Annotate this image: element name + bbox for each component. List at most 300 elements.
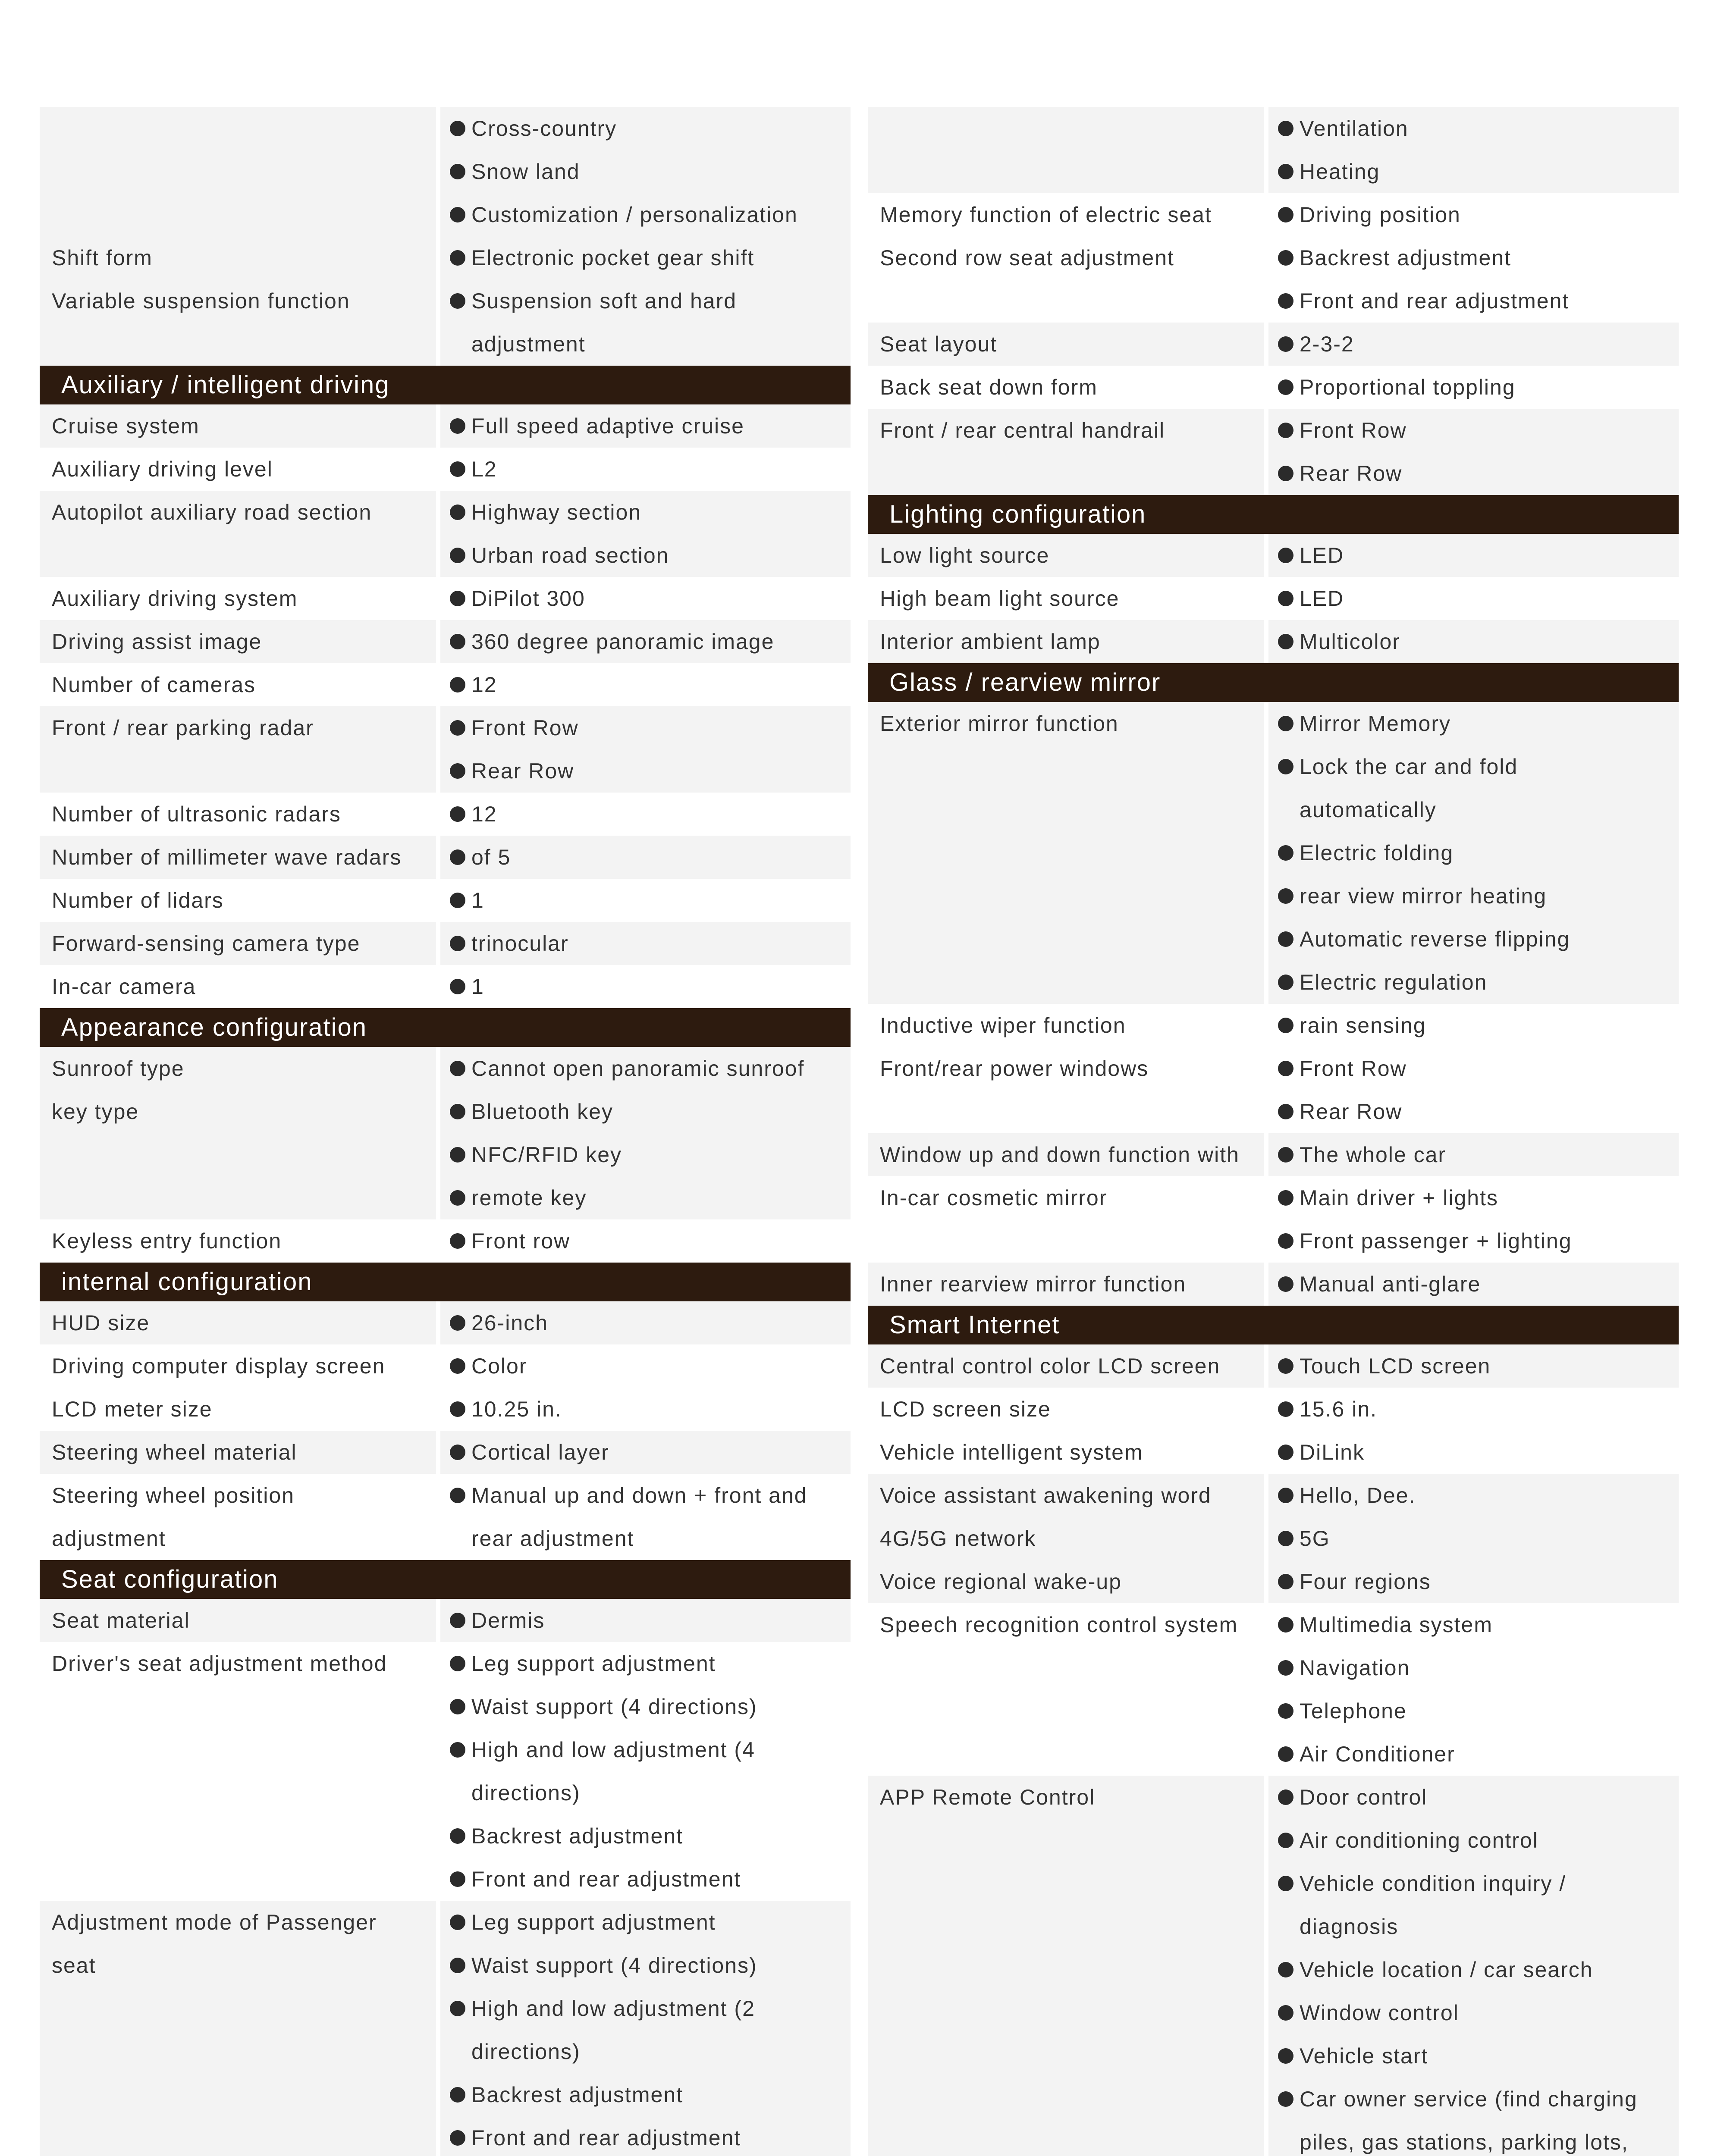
spec-label	[40, 1301, 436, 1344]
spec-values	[1268, 1344, 1679, 1388]
spec-label-line: Voice regional wake-up	[880, 1570, 1122, 1594]
spec-value-continuation	[450, 1517, 851, 1560]
spec-label-line: Number of cameras	[52, 673, 256, 697]
spec-label	[40, 193, 436, 236]
spec-value-text: Cannot open panoramic sunroof	[471, 1056, 805, 1081]
spec-row	[868, 702, 1679, 1004]
bullet-icon	[450, 1958, 465, 1973]
spec-label-line: Second row seat adjustment	[880, 246, 1174, 270]
spec-value-text: directions)	[471, 2040, 581, 2064]
spec-values	[440, 1219, 851, 1263]
spec-value-text: Rear Row	[1300, 461, 1403, 486]
spec-value-text: Front passenger + lighting	[1300, 1229, 1572, 1253]
spec-label	[868, 1004, 1264, 1047]
spec-label	[40, 1599, 436, 1642]
spec-value	[1278, 1090, 1679, 1133]
spec-label-line: LCD screen size	[880, 1397, 1051, 1421]
spec-value	[1278, 2078, 1679, 2121]
spec-label-line: adjustment	[52, 1526, 166, 1551]
spec-value	[1278, 2034, 1679, 2078]
spec-values	[440, 1901, 851, 2156]
spec-value-text: Full speed adaptive cruise	[471, 414, 744, 438]
spec-label-line: Front/rear power windows	[880, 1056, 1149, 1081]
spec-value-text: Highway section	[471, 500, 642, 524]
spec-value-text: High and low adjustment (4	[471, 1738, 755, 1762]
bullet-icon	[1278, 250, 1293, 266]
spec-label	[40, 1219, 436, 1263]
spec-label-line: LCD meter size	[52, 1397, 213, 1421]
spec-value	[1278, 409, 1679, 452]
spec-row	[40, 879, 851, 922]
spec-value-text: Navigation	[1300, 1656, 1410, 1680]
spec-values	[1268, 577, 1679, 620]
spec-values	[1268, 1560, 1679, 1603]
spec-label-line: Keyless entry function	[52, 1229, 282, 1253]
spec-row	[868, 323, 1679, 366]
spec-row	[40, 706, 851, 793]
spec-row	[868, 1776, 1679, 2156]
spec-values	[1268, 1603, 1679, 1776]
spec-value-text: 1	[471, 888, 484, 912]
bullet-icon	[450, 505, 465, 520]
spec-values	[1268, 1176, 1679, 1263]
spec-values	[1268, 702, 1679, 1004]
spec-value	[450, 491, 851, 534]
bullet-icon	[450, 293, 465, 309]
bullet-icon	[1278, 1746, 1293, 1762]
spec-value	[450, 922, 851, 965]
spec-value	[450, 193, 851, 236]
spec-values	[440, 577, 851, 620]
spec-values	[1268, 1047, 1679, 1133]
bullet-icon	[1278, 2091, 1293, 2107]
spec-value	[450, 1987, 851, 2030]
spec-label-line: Interior ambient lamp	[880, 630, 1101, 654]
spec-value	[450, 107, 851, 150]
spec-label	[40, 620, 436, 663]
bullet-icon	[450, 1445, 465, 1460]
spec-value-text: Main driver + lights	[1300, 1186, 1498, 1210]
spec-label	[868, 366, 1264, 409]
spec-row	[40, 620, 851, 663]
bullet-icon	[450, 1190, 465, 1206]
spec-row	[40, 1642, 851, 1901]
spec-value	[450, 1344, 851, 1388]
bullet-icon	[1278, 1104, 1293, 1119]
bullet-icon	[1278, 466, 1293, 481]
spec-values	[440, 922, 851, 965]
spec-value-text: piles, gas stations, parking lots,	[1300, 2130, 1629, 2154]
bullet-icon	[1278, 1531, 1293, 1546]
bullet-icon	[1278, 888, 1293, 904]
bullet-icon	[1278, 164, 1293, 179]
spec-label	[40, 1047, 436, 1090]
spec-label-line: Inductive wiper function	[880, 1013, 1126, 1037]
spec-label	[40, 577, 436, 620]
spec-value	[450, 749, 851, 793]
bullet-icon	[450, 1358, 465, 1374]
spec-label	[40, 1431, 436, 1474]
spec-value-text: Front Row	[471, 716, 579, 740]
spec-value	[1278, 1862, 1679, 1905]
spec-value-text: 360 degree panoramic image	[471, 630, 775, 654]
bullet-icon	[1278, 1488, 1293, 1503]
spec-label	[868, 702, 1264, 1004]
spec-value	[450, 836, 851, 879]
spec-values	[440, 793, 851, 836]
spec-label	[40, 448, 436, 491]
spec-label	[868, 577, 1264, 620]
spec-values	[440, 1388, 851, 1431]
bullet-icon	[450, 1315, 465, 1331]
spec-label-line: Number of millimeter wave radars	[52, 845, 402, 869]
spec-value-text: Vehicle condition inquiry /	[1300, 1871, 1567, 1896]
spec-label-line: Auxiliary driving system	[52, 586, 298, 611]
spec-value-text: Rear Row	[471, 759, 575, 783]
spec-row	[40, 1090, 851, 1219]
spec-value	[450, 577, 851, 620]
spec-value-text: Backrest adjustment	[471, 2083, 683, 2107]
spec-value-text: 10.25 in.	[471, 1397, 562, 1421]
spec-row	[40, 1301, 851, 1344]
spec-label	[40, 793, 436, 836]
spec-row	[868, 107, 1679, 193]
spec-value-text: Cross-country	[471, 116, 617, 141]
bullet-icon	[1278, 759, 1293, 774]
spec-label	[40, 1344, 436, 1388]
spec-value	[450, 1858, 851, 1901]
bullet-icon	[450, 164, 465, 179]
spec-value	[450, 1047, 851, 1090]
bullet-icon	[450, 979, 465, 994]
spec-value-text: rear adjustment	[471, 1526, 634, 1551]
spec-value-text: 2-3-2	[1300, 332, 1354, 356]
spec-row	[40, 793, 851, 836]
bullet-icon	[1278, 1660, 1293, 1676]
spec-value-text: 12	[471, 673, 497, 697]
spec-row	[40, 279, 851, 366]
spec-value-text: Door control	[1300, 1785, 1428, 1809]
bullet-icon	[1278, 1276, 1293, 1292]
spec-value-text: Telephone	[1300, 1699, 1407, 1723]
bullet-icon	[450, 677, 465, 693]
bullet-icon	[450, 1871, 465, 1887]
spec-value-text: Manual anti-glare	[1300, 1272, 1481, 1296]
spec-row	[40, 1431, 851, 1474]
spec-row	[40, 491, 851, 577]
spec-value	[1278, 1733, 1679, 1776]
spec-label-line: Auxiliary driving level	[52, 457, 273, 481]
spec-value	[1278, 193, 1679, 236]
spec-values	[1268, 1474, 1679, 1517]
bullet-icon	[1278, 379, 1293, 395]
spec-value-text: rain sensing	[1300, 1013, 1426, 1037]
bullet-icon	[450, 1915, 465, 1930]
spec-label	[868, 1176, 1264, 1263]
spec-value	[450, 1599, 851, 1642]
spec-value-text: Urban road section	[471, 543, 669, 567]
bullet-icon	[1278, 2005, 1293, 2021]
spec-value-text: rear view mirror heating	[1300, 884, 1547, 908]
spec-label-line: Speech recognition control system	[880, 1613, 1238, 1637]
spec-value-text: Snow land	[471, 160, 580, 184]
spec-label-line: Inner rearview mirror function	[880, 1272, 1187, 1296]
spec-value	[450, 965, 851, 1008]
spec-value-text: Touch LCD screen	[1300, 1354, 1491, 1378]
spec-label	[40, 1642, 436, 1901]
spec-row	[868, 1560, 1679, 1603]
spec-row	[40, 1388, 851, 1431]
spec-label-line: Front / rear parking radar	[52, 716, 314, 740]
spec-label	[868, 323, 1264, 366]
spec-value	[450, 879, 851, 922]
spec-values	[440, 620, 851, 663]
section-header-glass-rearview-mirror: Glass / rearview mirror	[868, 663, 1679, 702]
spec-value	[450, 793, 851, 836]
spec-label-line: Driving computer display screen	[52, 1354, 386, 1378]
spec-value-text: DiPilot 300	[471, 586, 585, 611]
bullet-icon	[450, 2130, 465, 2146]
spec-value-continuation	[1278, 2121, 1679, 2156]
spec-value-text: Electric folding	[1300, 841, 1454, 865]
bullet-icon	[450, 207, 465, 222]
spec-value-text: Front and rear adjustment	[471, 2126, 741, 2150]
spec-value	[450, 1301, 851, 1344]
spec-value-text: Multicolor	[1300, 630, 1400, 654]
bullet-icon	[450, 1233, 465, 1249]
spec-values	[1268, 534, 1679, 577]
bullet-icon	[450, 936, 465, 951]
spec-values	[440, 491, 851, 577]
spec-value	[450, 1219, 851, 1263]
spec-label	[40, 491, 436, 577]
spec-value-continuation	[450, 2030, 851, 2073]
spec-values	[1268, 1776, 1679, 2156]
bullet-icon	[1278, 1401, 1293, 1417]
spec-value	[1278, 150, 1679, 193]
spec-value	[450, 1814, 851, 1858]
spec-value-text: Dermis	[471, 1608, 545, 1633]
spec-value-text: Car owner service (find charging	[1300, 2087, 1638, 2111]
spec-values	[1268, 1133, 1679, 1176]
spec-row	[40, 193, 851, 236]
spec-value	[1278, 107, 1679, 150]
spec-value	[450, 1728, 851, 1771]
spec-value-text: Backrest adjustment	[1300, 246, 1511, 270]
spec-label-line: Variable suspension function	[52, 289, 350, 313]
spec-value	[450, 2073, 851, 2116]
bullet-icon	[1278, 1789, 1293, 1805]
spec-value	[450, 1901, 851, 1944]
spec-value	[450, 1685, 851, 1728]
bullet-icon	[450, 720, 465, 736]
left-spec-column	[40, 107, 851, 2156]
spec-value-text: of 5	[471, 845, 511, 869]
bullet-icon	[1278, 1703, 1293, 1719]
spec-row	[40, 1901, 851, 2156]
bullet-icon	[450, 849, 465, 865]
bullet-icon	[1278, 1962, 1293, 1977]
spec-value	[450, 1133, 851, 1176]
spec-value-text: Hello, Dee.	[1300, 1483, 1416, 1507]
spec-label-line: 4G/5G network	[880, 1526, 1036, 1551]
spec-label-line: Adjustment mode of Passenger	[52, 1910, 377, 1934]
spec-row	[40, 836, 851, 879]
spec-values	[1268, 236, 1679, 323]
spec-row	[868, 620, 1679, 663]
spec-label-line: Number of ultrasonic radars	[52, 802, 341, 826]
spec-value-text: LED	[1300, 586, 1344, 611]
spec-label	[40, 922, 436, 965]
spec-value-text: trinocular	[471, 931, 569, 956]
spec-value	[1278, 534, 1679, 577]
spec-value-text: Air Conditioner	[1300, 1742, 1455, 1766]
spec-value-text: L2	[471, 457, 497, 481]
spec-row	[868, 1047, 1679, 1133]
spec-value	[450, 1642, 851, 1685]
spec-value-text: Leg support adjustment	[471, 1651, 716, 1676]
bullet-icon	[1278, 1876, 1293, 1891]
spec-label	[868, 193, 1264, 236]
spec-value-text: Suspension soft and hard	[471, 289, 737, 313]
spec-value-text: Front Row	[1300, 418, 1407, 442]
spec-label-line: seat	[52, 1953, 96, 1977]
spec-values	[1268, 1517, 1679, 1560]
spec-value	[450, 706, 851, 749]
spec-value	[450, 534, 851, 577]
spec-value-text: Customization / personalization	[471, 203, 798, 227]
spec-row	[40, 1047, 851, 1090]
spec-label	[868, 1776, 1264, 2156]
spec-label	[40, 1388, 436, 1431]
bullet-icon	[1278, 845, 1293, 861]
spec-values	[1268, 366, 1679, 409]
spec-label-line: Steering wheel position	[52, 1483, 295, 1507]
spec-value-text: Ventilation	[1300, 116, 1409, 141]
spec-value	[1278, 323, 1679, 366]
bullet-icon	[1278, 1147, 1293, 1163]
spec-label	[868, 620, 1264, 663]
spec-label	[868, 1388, 1264, 1431]
spec-value-text: Electric regulation	[1300, 970, 1488, 994]
spec-label	[868, 1047, 1264, 1133]
spec-row	[868, 1431, 1679, 1474]
spec-value-text: Manual up and down + front and	[471, 1483, 807, 1507]
bullet-icon	[1278, 207, 1293, 222]
spec-value	[450, 1090, 851, 1133]
spec-values	[440, 965, 851, 1008]
spec-value-text: The whole car	[1300, 1143, 1447, 1167]
spec-label-line: Autopilot auxiliary road section	[52, 500, 372, 524]
spec-value	[1278, 620, 1679, 663]
spec-value-text: 1	[471, 975, 484, 999]
spec-values	[440, 448, 851, 491]
bullet-icon	[1278, 293, 1293, 309]
spec-value	[1278, 1560, 1679, 1603]
spec-value	[1278, 1819, 1679, 1862]
spec-label	[868, 236, 1264, 323]
right-spec-column	[868, 107, 1679, 2156]
spec-values	[440, 236, 851, 279]
section-header-lighting-configuration: Lighting configuration	[868, 495, 1679, 534]
spec-value-text: 15.6 in.	[1300, 1397, 1378, 1421]
spec-value-continuation	[450, 1771, 851, 1814]
spec-row	[868, 1517, 1679, 1560]
spec-value	[450, 1474, 851, 1517]
bullet-icon	[450, 1488, 465, 1503]
spec-label	[40, 150, 436, 193]
spec-label	[40, 1474, 436, 1560]
spec-values	[440, 1090, 851, 1219]
spec-value	[1278, 702, 1679, 745]
spec-label	[40, 663, 436, 706]
spec-values	[1268, 107, 1679, 193]
bullet-icon	[450, 121, 465, 136]
spec-row	[40, 236, 851, 279]
spec-value	[1278, 1689, 1679, 1733]
spec-values	[440, 193, 851, 236]
bullet-icon	[450, 418, 465, 434]
spec-label-line: Seat layout	[880, 332, 998, 356]
spec-label-line: In-car cosmetic mirror	[880, 1186, 1108, 1210]
spec-row	[40, 577, 851, 620]
spec-label	[868, 1603, 1264, 1776]
spec-label	[40, 279, 436, 366]
spec-label	[868, 534, 1264, 577]
spec-label	[868, 409, 1264, 495]
spec-label-line: Driving assist image	[52, 630, 262, 654]
spec-label	[40, 404, 436, 448]
spec-row	[868, 193, 1679, 236]
bullet-icon	[1278, 121, 1293, 136]
bullet-icon	[450, 548, 465, 563]
spec-value-text: Front row	[471, 1229, 571, 1253]
spec-label-line: Steering wheel material	[52, 1440, 297, 1464]
bullet-icon	[450, 634, 465, 649]
spec-value-text: Mirror Memory	[1300, 711, 1451, 736]
spec-value	[450, 1176, 851, 1219]
spec-label	[40, 236, 436, 279]
spec-value-text: Air conditioning control	[1300, 1828, 1538, 1852]
spec-value	[1278, 1004, 1679, 1047]
spec-value	[1278, 1646, 1679, 1689]
spec-value-text: adjustment	[471, 332, 586, 356]
spec-value-text: Front and rear adjustment	[1300, 289, 1570, 313]
spec-value	[1278, 577, 1679, 620]
spec-value	[450, 236, 851, 279]
spec-row	[40, 150, 851, 193]
spec-value	[1278, 1047, 1679, 1090]
bullet-icon	[450, 461, 465, 477]
spec-value-text: DiLink	[1300, 1440, 1365, 1464]
bullet-icon	[450, 763, 465, 779]
spec-row	[868, 409, 1679, 495]
spec-value-text: Multimedia system	[1300, 1613, 1493, 1637]
spec-row	[868, 1344, 1679, 1388]
bullet-icon	[1278, 1190, 1293, 1206]
bullet-icon	[450, 1147, 465, 1163]
spec-values	[1268, 409, 1679, 495]
spec-value-text: Heating	[1300, 160, 1380, 184]
spec-row	[868, 1474, 1679, 1517]
spec-value-text: Backrest adjustment	[471, 1824, 683, 1848]
bullet-icon	[450, 2087, 465, 2103]
spec-label-line: Low light source	[880, 543, 1050, 567]
spec-value-text: Bluetooth key	[471, 1100, 613, 1124]
spec-value	[1278, 1263, 1679, 1306]
section-header-auxiliary-intelligent-driving: Auxiliary / intelligent driving	[40, 366, 851, 404]
spec-row	[868, 1176, 1679, 1263]
